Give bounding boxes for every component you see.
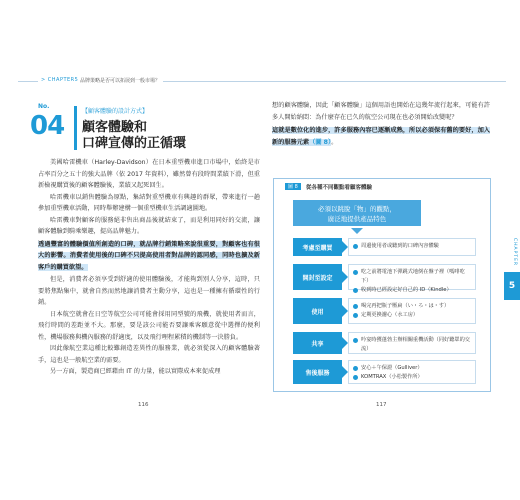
bullet-icon [353, 366, 358, 371]
stage-item [353, 373, 471, 382]
stage-item [353, 336, 471, 354]
section-title-line1: 顧客體驗和 [82, 120, 148, 135]
stage-item-text: KOMTRAX（小松製作所） [361, 374, 423, 380]
stage-item-text: 吃之前將電池下彈跳式地倒在盤子裡（嗎啡吃下） [361, 269, 465, 284]
stage-item-text: 安心＋午保證（Gulliver） [361, 365, 423, 371]
body-text-left [38, 157, 260, 378]
figure-banner [293, 200, 421, 226]
bullet-icon [353, 304, 358, 309]
stage-label: 開封至設定 [293, 264, 342, 290]
page-number-left: 116 [138, 402, 149, 408]
highlight-paragraph [38, 239, 260, 274]
bullet-icon [353, 338, 358, 343]
paragraph: 日本航空就會在日空等航空公司可能會採用同型號的飛機，就使用者而言，飛行時間的差距並不大。那麼，要是該公司能否要讓乘客願意從中選擇的便利性，機場服務與機內服務的舒適度，以及飛行哩程累積的機制等一決勝負。 [38, 310, 260, 341]
page-number-right: 117 [376, 402, 387, 408]
paragraph: 哈雷機車以銷售體驗為原點，集結對重型機車有興趣的群眾，帶來進行一趟參加重型機車活動，同時舉辦建構一個重型機車生活調適圖地。 [38, 193, 260, 212]
stage-item [353, 364, 471, 373]
paragraph: 哈雷機車對顧客的服務絕非售出商品後就結束了，而是利用同好的交流，讓顧客體驗到騎乘樂趣，提高品牌魅力。 [38, 216, 260, 235]
figure-title: 從各種不同觀點看顧客體驗 [306, 185, 373, 191]
paragraph: 另一方面，製造商已經藉由 IT 的力量，能以實際成本來促成理 [50, 368, 221, 375]
bullet-icon [353, 288, 358, 293]
stage-item-text: 喝完再把瓶子壓扁（い・ろ・は・す） [361, 303, 450, 309]
highlight-paragraph [272, 125, 490, 148]
paragraph: 但是，消費者必須享受到舒適的使用體驗後，才能夠到別人分享，這時，只要將焦點集中，就會自然而然地讓消費者主動分享，這也是一種擁有循環性的行銷。 [38, 276, 260, 306]
stage-card [348, 298, 476, 324]
bullet-icon [353, 313, 358, 318]
paragraph: 因此像航空業這種比較難創造差異性的服務業，就必須從深入的顧客體驗著手，這也是一般航空業的需要。 [38, 345, 260, 364]
stage-card [348, 238, 476, 256]
bullet-icon [353, 244, 358, 249]
banner-line2: 廣泛地提供產品特色 [327, 215, 387, 223]
section-number: 04 [30, 111, 65, 141]
stage-label: 售後服務 [293, 360, 342, 384]
chapter-tag: > CHAPTER5 [38, 77, 81, 83]
paragraph: 美國哈雷機車（Harley-Davidson）在日本重型機車進口市場中，始終是市占率百分之五十的強大品牌（依 2017 年資料），雖然曾有段時間業績下滑，但重新檢視購買後的顧客體驗後，業績又起死回生。 [38, 159, 260, 189]
stage-item-text: 定期更換濾心（水工房） [361, 312, 419, 318]
highlight-tail: 。 [331, 138, 338, 146]
section-no-label: No. [38, 103, 50, 110]
stage-card [348, 332, 476, 354]
body-text-right [272, 100, 490, 148]
stage-label: 使用 [293, 298, 342, 324]
highlight-text: 這就是數位化的進步，許多服務內容已逐漸成熟，所以必須保有舊的要好，加入新的服務元素 [272, 127, 490, 146]
stage-item [353, 286, 471, 295]
stage-item [353, 268, 471, 286]
section-title-line2: 口碑宣傳的正循環 [82, 136, 187, 151]
stage-item-text: 收到時已經設定好自己的 ID（Kindle） [361, 287, 452, 293]
stage-item [353, 242, 471, 251]
chapter-tab: 5 [504, 272, 520, 300]
stage-label: 考慮至購買 [293, 238, 342, 256]
figure-number-badge: 圖 8 [285, 183, 301, 190]
chapter-note: 品牌策略是否可以拓展到一般市場？ [80, 77, 163, 84]
side-chapter-label: CHAPTER [512, 238, 517, 267]
down-arrow-icon [351, 228, 363, 234]
stage-item-text: 吟宴時獲蓬勃主辦相關重機活動（同好聽眾的交流） [361, 337, 470, 352]
bullet-icon [353, 375, 358, 380]
figure-ref-text: 圖 8 [315, 138, 328, 146]
stage-item-text: 周邊使用者或聽到的口碑內容體驗 [361, 243, 439, 249]
stage-label: 共享 [293, 332, 342, 354]
highlight-text: 透過豐富的體驗價值所創造的口碑，就品牌行銷策略來說很重要，對顧客也有很大的影響。消費者使用後的口碑不只提高使用者對品牌的認同感，同時也擴及新客戶的購買欲望。 [38, 240, 260, 271]
banner-line1: 必須以跳脫「物」的觀點， [318, 205, 396, 213]
paragraph: 想的顧客體驗，因此「顧客體驗」這個用語也開始在這幾年流行起來，可能有許多人開始納悶：為什麼存在已久的航空公司現在也必須開始改變呢？ [272, 102, 490, 121]
title-accent-bar [74, 106, 77, 150]
stage-card [348, 360, 476, 384]
stage-card [348, 264, 476, 293]
section-subtitle: 【顧客體驗的設計方式】 [82, 108, 149, 115]
figure-reference: （圖 8） [309, 138, 332, 146]
stage-item [353, 302, 471, 311]
stage-item [353, 311, 471, 320]
bullet-icon [353, 270, 358, 275]
